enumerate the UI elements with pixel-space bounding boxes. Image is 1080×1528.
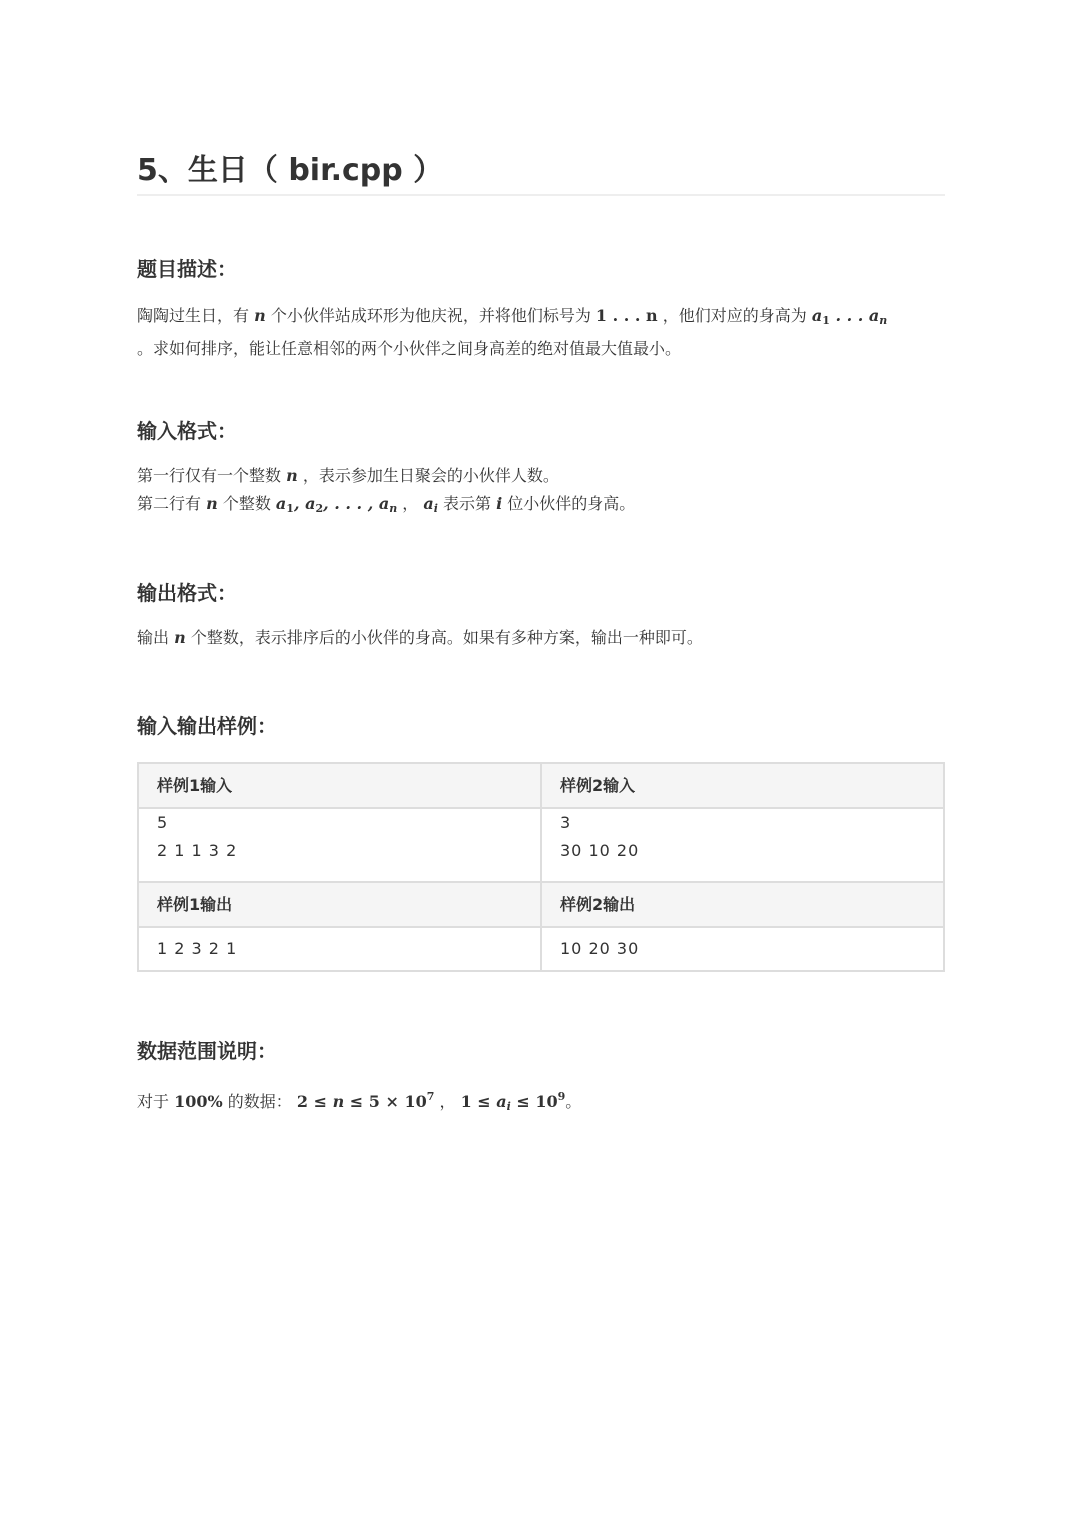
input-format-text: 第一行仅有一个整数 n ，表示参加生日聚会的小伙伴人数。 第二行有 n 个整数 $a_1$, $a_2$, . . . , $a_n$ ， $a_i$ 表示第 i 位小伙伴的身高。: [137, 466, 636, 515]
sample1-output-label: 样例1输出: [138, 882, 541, 927]
table-row: [138, 763, 944, 808]
sample1-output: 1 2 3 2 1: [138, 927, 541, 971]
description-heading: 题目描述：: [137, 257, 237, 281]
table-row: [138, 882, 944, 927]
output-format-text: 输出 n 个整数，表示排序后的小伙伴的身高。如果有多种方案，输出一种即可。: [137, 628, 703, 647]
samples-heading: 输入输出样例：: [137, 714, 277, 738]
description-text: 陶陶过生日，有 n 个小伙伴站成环形为他庆祝，并将他们标号为 1 . . . n ，他们对应的身高为 $a_1$ . . . $a_n$ 。求如何排序，能让任意相邻的两个小伙伴之间身高差的绝对值最大值最小。: [137, 306, 888, 358]
sample2-output: 10 20 30: [541, 927, 944, 971]
sample2-output-label: 样例2输出: [541, 882, 944, 927]
input-format-heading: 输入格式：: [137, 419, 237, 443]
sample1-input: 5 2 1 1 3 2: [138, 808, 541, 882]
samples-table: [137, 762, 945, 972]
sample2-input: 3 30 10 20: [541, 808, 944, 882]
range-heading: 数据范围说明：: [137, 1039, 277, 1063]
table-row: [138, 808, 944, 882]
output-format-heading: 输出格式：: [137, 581, 237, 605]
sample1-input-label: 样例1输入: [138, 763, 541, 808]
range-text: 对于 100% 的数据： $2 \le n \le 5 \times 10^7$ ， $1 \le a_i \le 10^9$。: [137, 1090, 582, 1113]
sample2-input-label: 样例2输入: [541, 763, 944, 808]
page-title: 5、生日（ bir.cpp ）: [137, 148, 945, 196]
table-row: [138, 927, 944, 971]
